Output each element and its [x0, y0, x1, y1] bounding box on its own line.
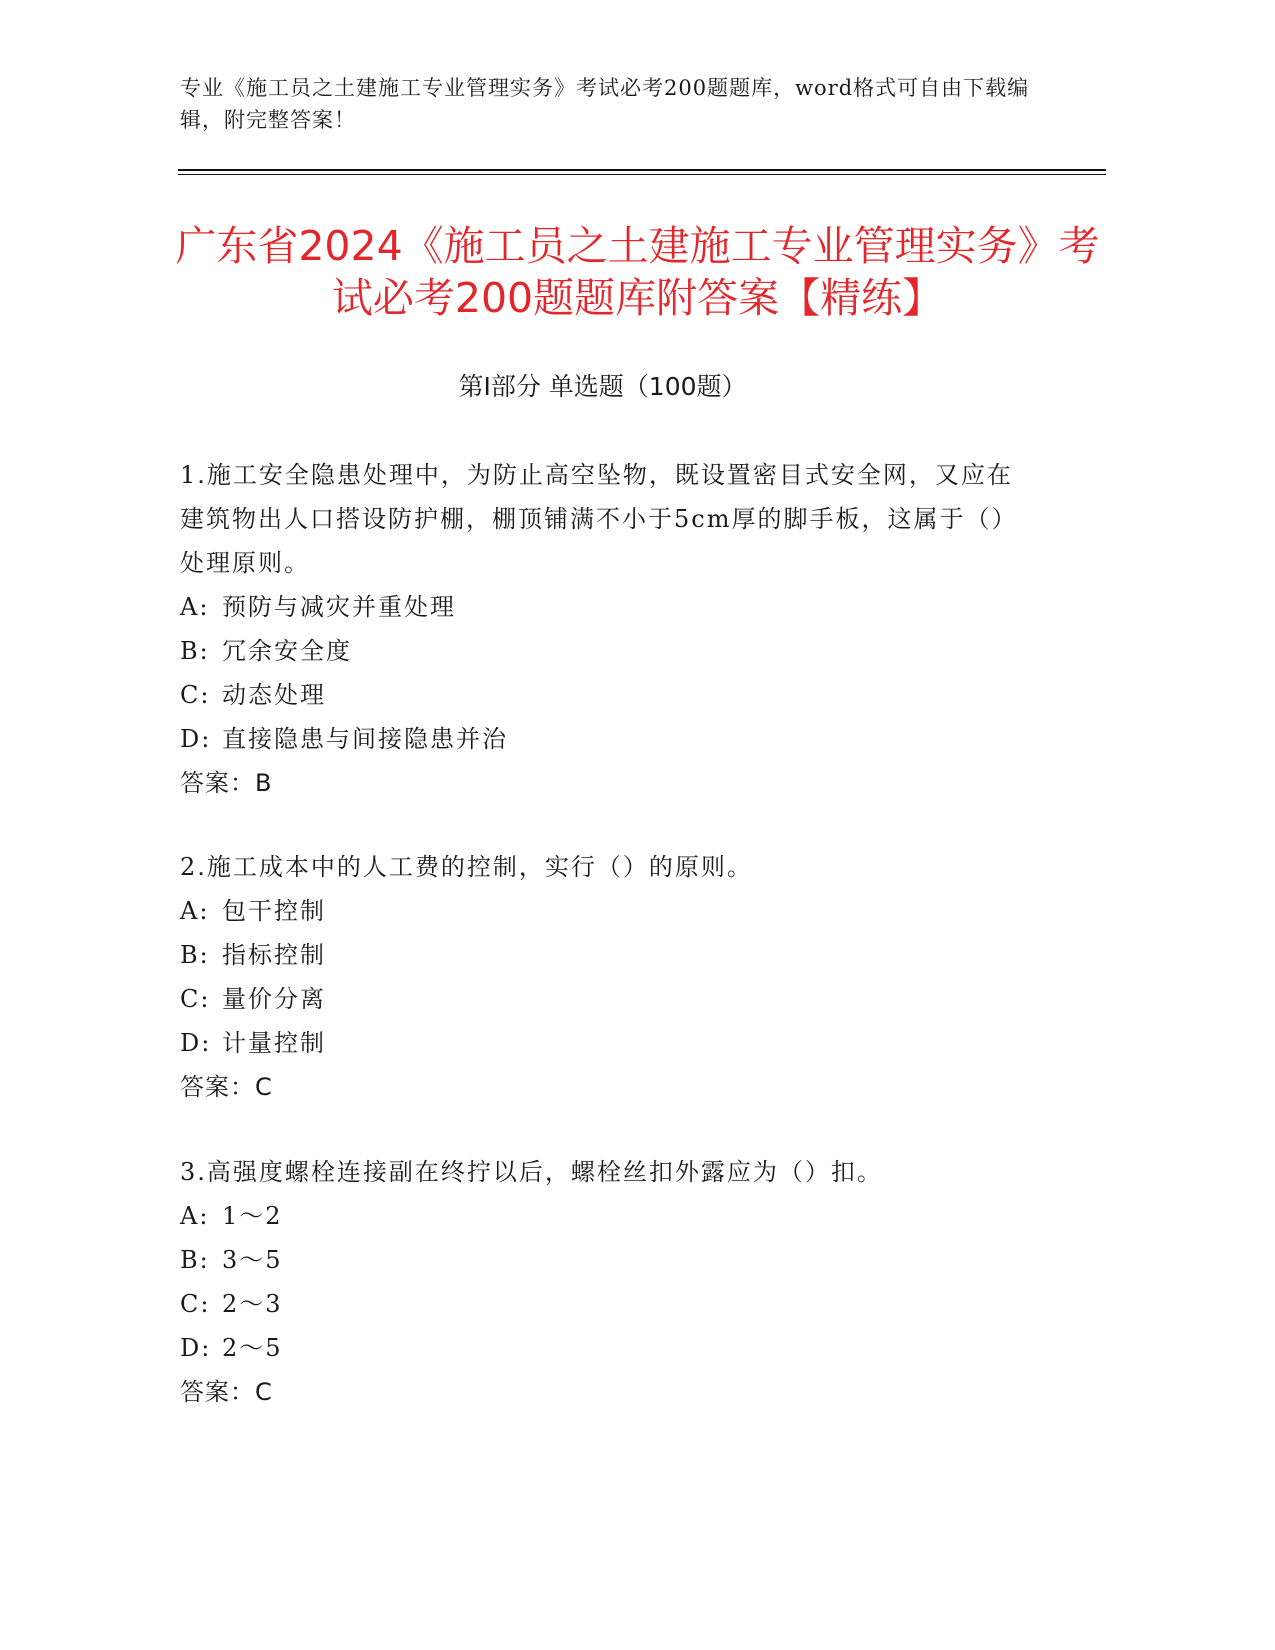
option-text: 2～5	[222, 1334, 283, 1362]
option-key: B:	[180, 941, 210, 969]
option-c	[180, 673, 1030, 717]
question-stem: 3.高强度螺栓连接副在终拧以后，螺栓丝扣外露应为（）扣。	[180, 1158, 883, 1186]
option-b	[180, 933, 1030, 977]
option-text: 3～5	[222, 1246, 283, 1274]
header-divider-thick	[178, 169, 1106, 171]
option-d	[180, 717, 1030, 761]
option-b	[180, 629, 1030, 673]
option-text: 量价分离	[222, 985, 326, 1013]
option-c	[180, 1282, 1030, 1326]
option-text: 包干控制	[222, 897, 326, 925]
header-divider-thin	[178, 174, 1106, 175]
option-text: 直接隐患与间接隐患并治	[222, 725, 508, 753]
option-key: A:	[180, 897, 210, 925]
option-text: 2～3	[222, 1290, 283, 1318]
header-note: 专业《施工员之土建施工专业管理实务》考试必考200题题库，word格式可自由下载编辑，附完整答案！	[180, 76, 1030, 132]
option-text: 计量控制	[222, 1029, 326, 1057]
option-key: A:	[180, 593, 210, 621]
option-b	[180, 1238, 1030, 1282]
question-3	[180, 1150, 1030, 1414]
question-stem: 2.施工成本中的人工费的控制，实行（）的原则。	[180, 853, 753, 881]
option-d	[180, 1021, 1030, 1065]
option-key: D:	[180, 1334, 212, 1362]
option-text: 冗余安全度	[222, 637, 352, 665]
document-title: 广东省2024《施工员之土建施工专业管理实务》考试必考200题题库附答案【精练】	[175, 222, 1100, 322]
option-c	[180, 977, 1030, 1021]
option-a	[180, 585, 1030, 629]
answer-line: 答案：C	[180, 1073, 273, 1101]
option-a	[180, 1194, 1030, 1238]
option-key: D:	[180, 1029, 212, 1057]
option-key: C:	[180, 681, 211, 709]
question-2	[180, 845, 1030, 1109]
option-key: A:	[180, 1202, 210, 1230]
option-key: D:	[180, 725, 212, 753]
option-key: B:	[180, 1246, 210, 1274]
option-key: C:	[180, 985, 211, 1013]
option-d	[180, 1326, 1030, 1370]
option-text: 指标控制	[222, 941, 326, 969]
option-text: 1～2	[222, 1202, 283, 1230]
answer-line: 答案：B	[180, 769, 273, 797]
option-text: 预防与减灾并重处理	[222, 593, 456, 621]
option-key: C:	[180, 1290, 211, 1318]
question-stem: 1.施工安全隐患处理中，为防止高空坠物，既设置密目式安全网，又应在建筑物出人口搭设防护棚，棚顶铺满不小于5cm厚的脚手板，这属于（）处理原则。	[180, 461, 1018, 577]
question-1	[180, 453, 1030, 805]
option-key: B:	[180, 637, 210, 665]
option-text: 动态处理	[222, 681, 326, 709]
section-title: 第Ⅰ部分 单选题（100题）	[458, 372, 747, 401]
answer-line: 答案：C	[180, 1378, 273, 1406]
option-a	[180, 889, 1030, 933]
